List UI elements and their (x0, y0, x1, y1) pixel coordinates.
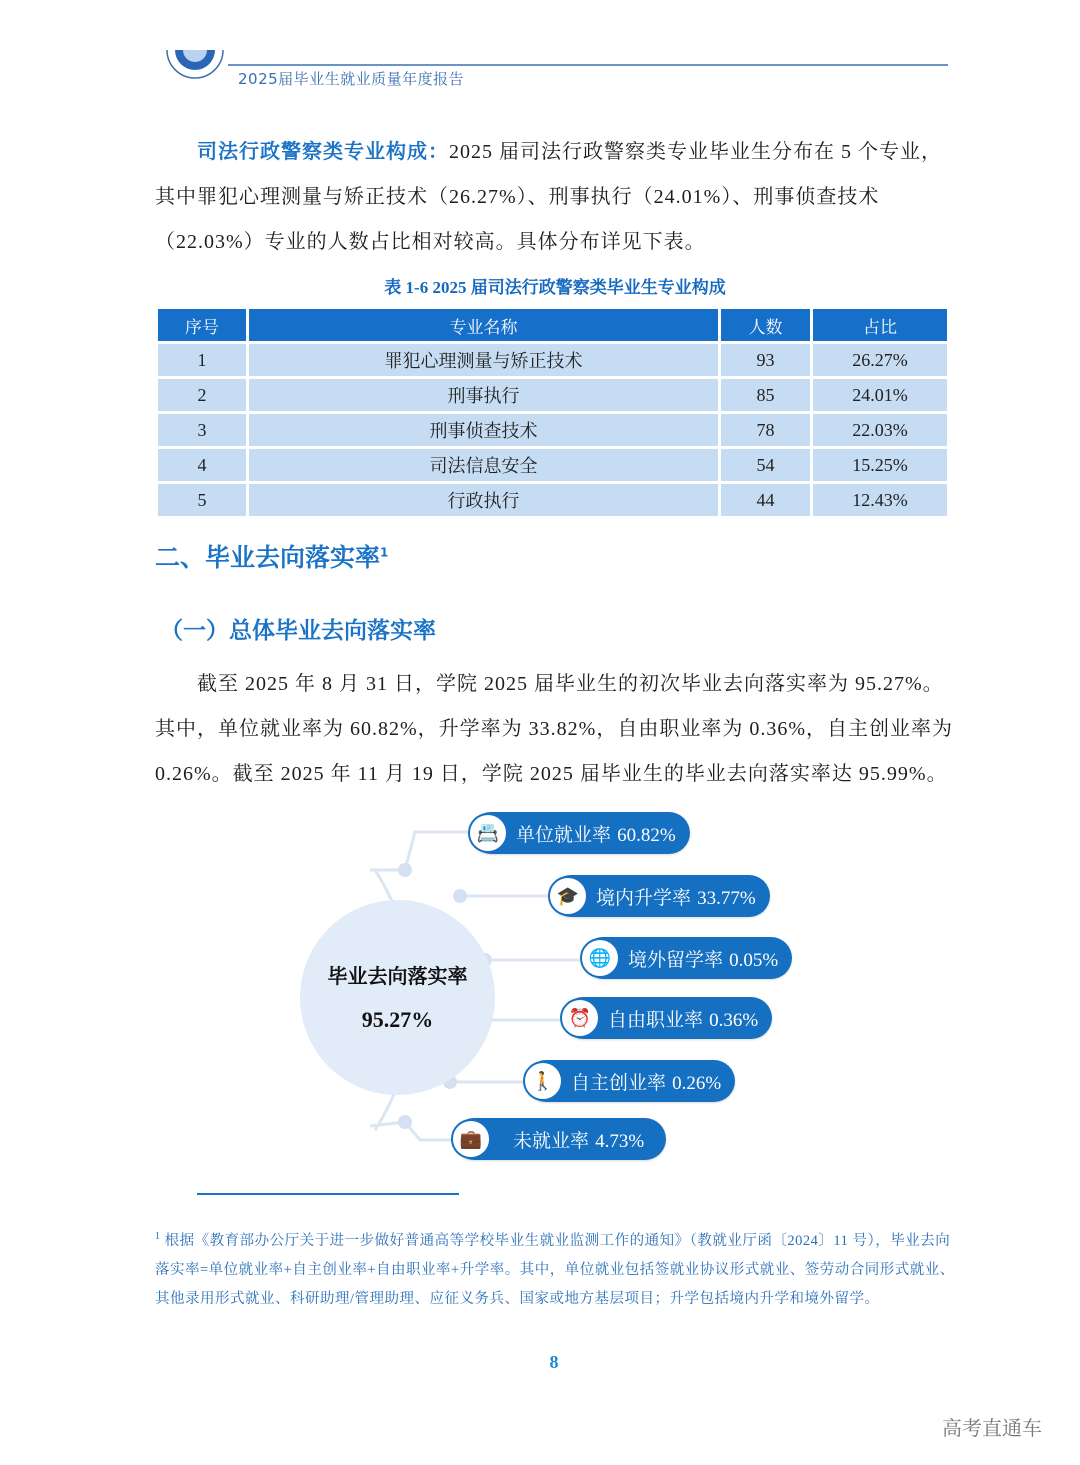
table-header-row (158, 309, 947, 341)
intro-paragraph (155, 129, 955, 265)
center-label: 毕业去向落实率 (327, 964, 468, 988)
item-value: 60.82% (617, 824, 676, 846)
item-label: 境外留学率 (628, 948, 724, 971)
table-row (158, 414, 947, 446)
item-value: 0.05% (729, 949, 779, 971)
section-heading (155, 538, 388, 574)
footnote-ref[interactable]: 1 (380, 545, 389, 560)
header-logo (163, 50, 227, 98)
item-domestic-study (550, 875, 770, 917)
item-label: 境内升学率 (596, 886, 692, 909)
rate-paragraph: 截至 2025 年 8 月 31 日，学院 2025 届毕业生的初次毕业去向落实率为 95.27%。其中，单位就业率为 60.82%，升学率为 33.82%，自由职业率为 0.36%，自主创业率为 0.26%。截至 2025 年 11 月 19 日，学院 2025 届毕业生的毕业去向落实率达 95.99%。 (155, 673, 953, 785)
cell-index: 2 (158, 379, 246, 411)
cell-ratio: 24.01% (813, 379, 947, 411)
cell-count: 44 (721, 484, 810, 516)
cell-count: 93 (721, 344, 810, 376)
item-value: 0.36% (709, 1009, 759, 1031)
header-rule (228, 64, 948, 66)
cell-ratio: 22.03% (813, 414, 947, 446)
intro-text: 2025 届司法行政警察类专业毕业生分布在 5 个专业，其中罪犯心理测量与矫正技术（26.27%）、刑事执行（24.01%）、刑事侦查技术（22.03%）专业的人数占比相对较高。具体分布详见下表。 (155, 141, 942, 253)
table-row (158, 379, 947, 411)
briefcase-x-icon: 💼 (451, 1119, 491, 1159)
cell-major: 司法信息安全 (249, 449, 718, 481)
cell-ratio: 15.25% (813, 449, 947, 481)
item-value: 0.26% (672, 1072, 722, 1094)
item-unemployed (453, 1118, 666, 1160)
item-label: 未就业率 (513, 1129, 590, 1152)
globe-cap-icon: 🌐 (580, 938, 620, 978)
col-header-major: 专业名称 (249, 309, 718, 341)
cell-major: 行政执行 (249, 484, 718, 516)
item-label: 单位就业率 (516, 823, 612, 846)
cell-major: 刑事侦查技术 (249, 414, 718, 446)
footnote-rule (197, 1193, 459, 1195)
id-card-icon: 📇 (468, 813, 508, 853)
item-value: 33.77% (697, 887, 756, 909)
cell-major: 刑事执行 (249, 379, 718, 411)
cell-index: 5 (158, 484, 246, 516)
table-row (158, 344, 947, 376)
cell-index: 3 (158, 414, 246, 446)
table-row (158, 449, 947, 481)
item-freelance (562, 997, 772, 1039)
walking-briefcase-icon: 🚶 (523, 1061, 563, 1101)
col-header-count: 人数 (721, 309, 810, 341)
cell-ratio: 12.43% (813, 484, 947, 516)
cell-major: 罪犯心理测量与矫正技术 (249, 344, 718, 376)
cell-count: 78 (721, 414, 810, 446)
item-entrepreneurship (525, 1060, 735, 1102)
item-unit-employment (470, 812, 690, 854)
clock-person-icon: ⏰ (560, 998, 600, 1038)
item-overseas-study (582, 937, 792, 979)
header-title: 2025届毕业生就业质量年度报告 (238, 70, 465, 88)
subsection-heading: （一）总体毕业去向落实率 (160, 618, 436, 644)
table-caption: 表 1-6 2025 届司法行政警察类毕业生专业构成 (384, 278, 726, 297)
cell-count: 85 (721, 379, 810, 411)
major-table (155, 306, 950, 519)
table-row (158, 484, 947, 516)
cell-count: 54 (721, 449, 810, 481)
center-value: 95.27% (361, 1007, 434, 1032)
item-value: 4.73% (595, 1130, 645, 1152)
page-number: 8 (549, 1352, 559, 1372)
footnote (155, 1222, 955, 1314)
cell-index: 4 (158, 449, 246, 481)
item-label: 自由职业率 (608, 1008, 704, 1031)
watermark: 高考直通车 (942, 1416, 1042, 1440)
cell-ratio: 26.27% (813, 344, 947, 376)
intro-lead: 司法行政警察类专业构成： (197, 139, 449, 163)
destination-rate-diagram (280, 800, 840, 1180)
item-label: 自主创业率 (571, 1071, 667, 1094)
graduation-cap-icon: 🎓 (548, 876, 588, 916)
footnote-mark: 1 (155, 1231, 161, 1242)
center-circle (300, 900, 495, 1095)
cell-index: 1 (158, 344, 246, 376)
footnote-text: 根据《教育部办公厅关于进一步做好普通高等学校毕业生就业监测工作的通知》（教就业厅函〔2024〕11 号），毕业去向落实率=单位就业率+自主创业率+自由职业率+升学率。其中，单位就业包括签就业协议形式就业、签劳动合同形式就业、其他录用形式就业、科研助理/管理助理、应征义务兵、国家或地方基层项目；升学包括境内升学和境外留学。 (155, 1232, 955, 1307)
section-heading-text: 二、毕业去向落实率 (155, 543, 381, 572)
col-header-ratio: 占比 (813, 309, 947, 341)
col-header-index: 序号 (158, 309, 246, 341)
